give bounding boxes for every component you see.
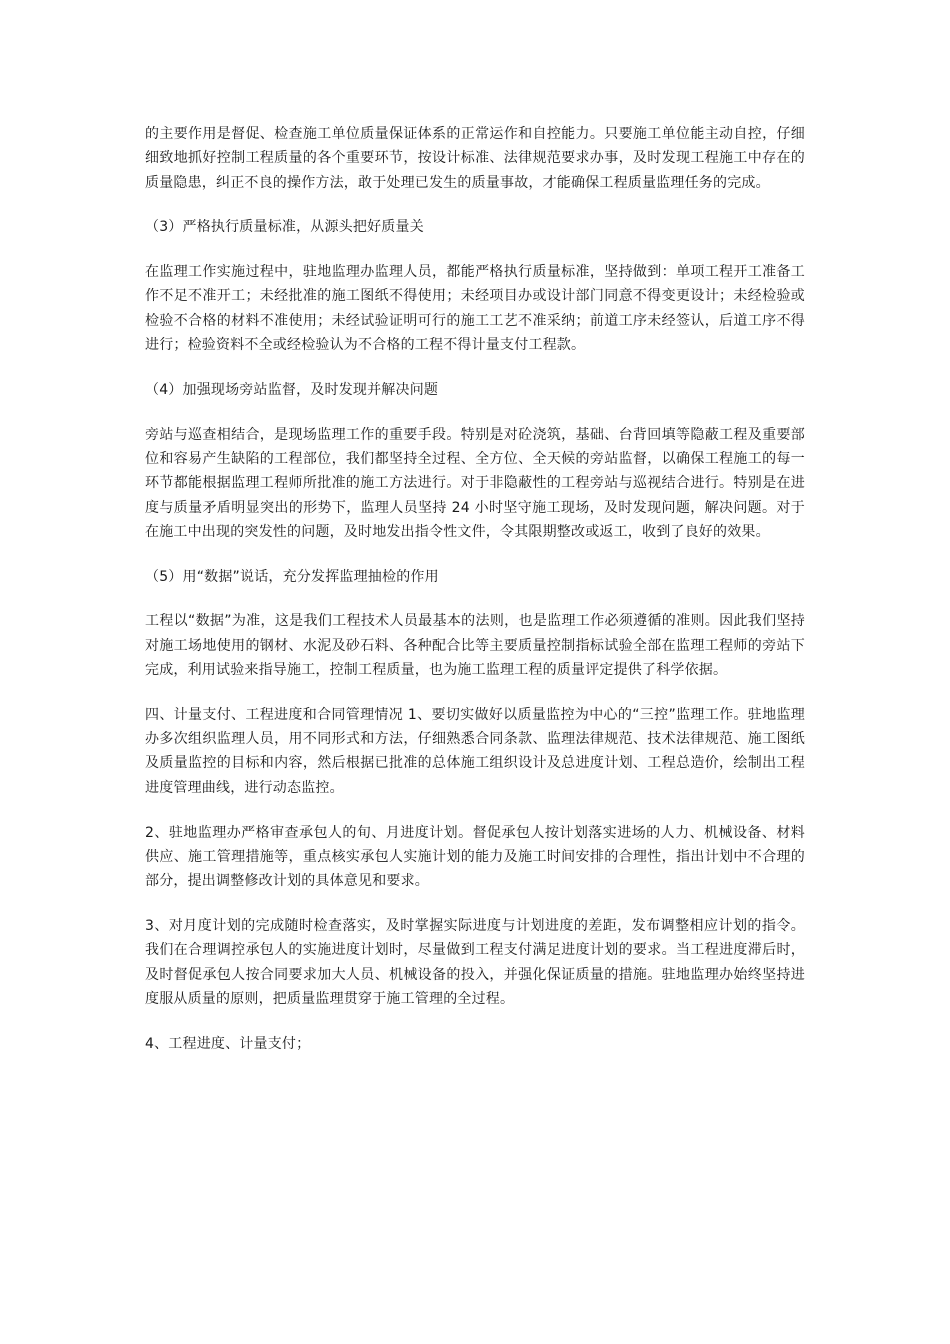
body-paragraph: 四、计量支付、工程进度和合同管理情况 1、要切实做好以质量监控为中心的“三控”监理工作。驻地监理办多次组织监理人员，用不同形式和方法，仔细熟悉合同条款、监理法律规范、技术法律规范、施工图纸及质量监控的目标和内容，然后根据已批准的总体施工组织设计及总进度计划、工程总造价，绘制出工程进度管理曲线，进行动态监控。 bbox=[145, 706, 805, 796]
section-heading: （3）严格执行质量标准，从源头把好质量关 bbox=[145, 219, 424, 236]
section-heading: （5）用“数据”说话，充分发挥监理抽检的作用 bbox=[145, 568, 439, 585]
body-paragraph: 的主要作用是督促、检查施工单位质量保证体系的正常运作和自控能力。只要施工单位能主动自控，仔细细致地抓好控制工程质量的各个重要环节，按设计标准、法律规范要求办事，及时发现工程施工中存在的质量隐患，纠正不良的操作方法，敢于处理已发生的质量事故，才能确保工程质量监理任务的完成。 bbox=[145, 126, 805, 191]
body-paragraph: 4、工程进度、计量支付； bbox=[145, 1035, 311, 1052]
section-heading: （4）加强现场旁站监督，及时发现并解决问题 bbox=[145, 381, 439, 398]
body-paragraph: 3、对月度计划的完成随时检查落实，及时掌握实际进度与计划进度的差距，发布调整相应计划的指令。我们在合理调控承包人的实施进度计划时，尽量做到工程支付满足进度计划的要求。当工程进度滞后时，及时督促承包人按合同要求加大人员、机械设备的投入，并强化保证质量的措施。驻地监理办始终坚持进度服从质量的原则，把质量监理贯穿于施工管理的全过程。 bbox=[145, 917, 805, 1007]
body-paragraph: 旁站与巡查相结合，是现场监理工作的重要手段。特别是对砼浇筑，基础、台背回填等隐蔽工程及重要部位和容易产生缺陷的工程部位，我们都坚持全过程、全方位、全天候的旁站监督，以确保工程施工的每一环节都能根据监理工程师所批准的施工方法进行。对于非隐蔽性的工程旁站与巡视结合进行。特别是在进度与质量矛盾明显突出的形势下，监理人员坚持 24 小时坚守施工现场，及时发现问题，解决问题。对于在施工中出现的突发性的问题，及时地发出指令性文件，令其限期整改或返工，收到了良好的效果。 bbox=[145, 426, 805, 540]
body-paragraph: 在监理工作实施过程中，驻地监理办监理人员，都能严格执行质量标准，坚持做到：单项工程开工准备工作不足不准开工；未经批准的施工图纸不得使用；未经项目办或设计部门同意不得变更设计；未经检验或检验不合格的材料不准使用；未经试验证明可行的施工工艺不准采纳；前道工序未经签认，后道工序不得进行；检验资料不全或经检验认为不合格的工程不得计量支付工程款。 bbox=[145, 264, 805, 354]
document-page bbox=[145, 122, 805, 1076]
body-paragraph: 2、驻地监理办严格审查承包人的旬、月进度计划。督促承包人按计划落实进场的人力、机械设备、材料供应、施工管理措施等，重点核实承包人实施计划的能力及施工时间安排的合理性，指出计划中不合理的部分，提出调整修改计划的具体意见和要求。 bbox=[145, 824, 805, 890]
body-paragraph: 工程以“数据”为准，这是我们工程技术人员最基本的法则，也是监理工作必须遵循的准则。因此我们坚持对施工场地使用的钢材、水泥及砂石料、各种配合比等主要质量控制指标试验全部在监理工程师的旁站下完成，利用试验来指导施工，控制工程质量，也为施工监理工程的质量评定提供了科学依据。 bbox=[145, 613, 805, 679]
